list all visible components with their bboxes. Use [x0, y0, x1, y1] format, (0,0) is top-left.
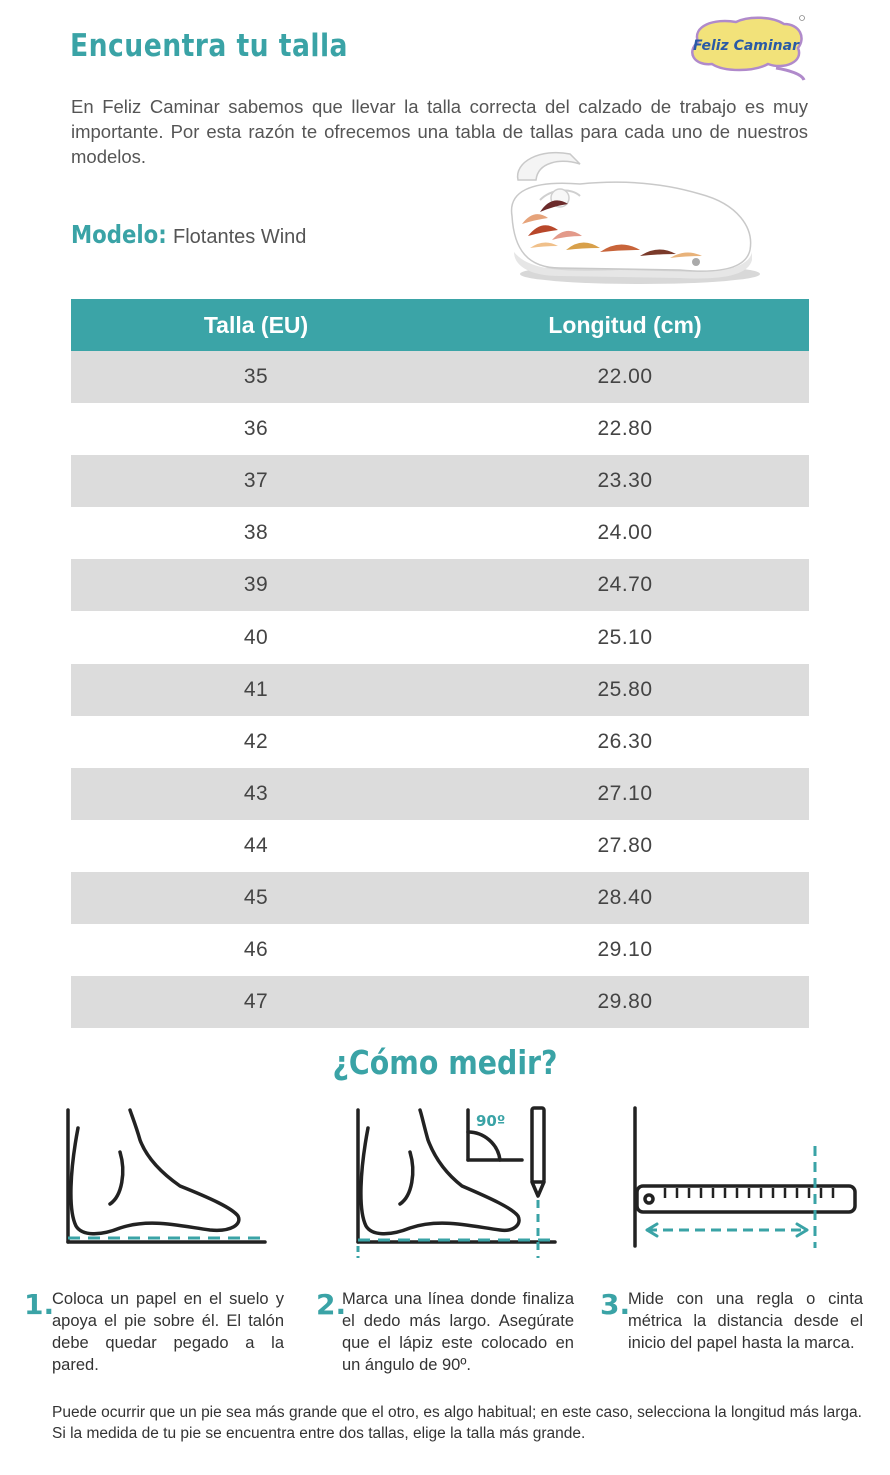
size-cell: 44 — [71, 820, 441, 872]
footnote: Puede ocurrir que un pie sea más grande que el otro, es algo habitual; en este caso, selecciona la longitud más larga. Si la medida de tu pie se encuentra entre dos tallas, elige la talla más grande. — [52, 1404, 862, 1442]
table-row — [71, 716, 809, 768]
length-cell: 29.10 — [441, 924, 809, 976]
size-cell: 45 — [71, 872, 441, 924]
step-1-number: 1. — [24, 1288, 55, 1321]
feliz-caminar-logo — [684, 12, 808, 82]
length-cell: 22.00 — [441, 351, 809, 403]
table-row — [71, 455, 809, 507]
size-cell: 42 — [71, 716, 441, 768]
length-cell: 27.10 — [441, 768, 809, 820]
clog-shoe-image — [500, 140, 760, 290]
table-row — [71, 872, 809, 924]
length-cell: 26.30 — [441, 716, 809, 768]
table-row — [71, 924, 809, 976]
step-2-number: 2. — [316, 1288, 347, 1321]
table-row — [71, 403, 809, 455]
size-cell: 46 — [71, 924, 441, 976]
table-row — [71, 976, 809, 1028]
length-cell: 23.30 — [441, 455, 809, 507]
table-row — [71, 820, 809, 872]
table-row — [71, 664, 809, 716]
table-row — [71, 351, 809, 403]
foot-with-pencil-icon — [350, 1100, 565, 1260]
page-title: Encuentra tu talla — [70, 28, 348, 64]
model-name: Flotantes Wind — [173, 226, 307, 248]
size-cell: 41 — [71, 664, 441, 716]
table-row — [71, 507, 809, 559]
foot-on-paper-icon — [60, 1100, 275, 1260]
length-cell: 25.10 — [441, 611, 809, 663]
table-header-row — [71, 299, 809, 351]
size-cell: 39 — [71, 559, 441, 611]
size-table — [71, 299, 809, 1028]
table-row — [71, 611, 809, 663]
size-cell: 36 — [71, 403, 441, 455]
step-2-text: Marca una línea donde finaliza el dedo más largo. Asegúrate que el lápiz este colocado en un ángulo de 90º. — [342, 1290, 574, 1374]
length-cell: 24.70 — [441, 559, 809, 611]
length-cell: 25.80 — [441, 664, 809, 716]
size-cell: 38 — [71, 507, 441, 559]
size-cell: 40 — [71, 611, 441, 663]
how-to-measure-title: ¿Cómo medir? — [332, 1043, 558, 1082]
size-cell: 37 — [71, 455, 441, 507]
model-label: Modelo: — [71, 220, 167, 249]
intro-paragraph: En Feliz Caminar sabemos que llevar la talla correcta del calzado de trabajo es muy importante. Por esta razón te ofrecemos una tabla de tallas para cada uno de nuestros modelos. — [71, 96, 808, 167]
table-row — [71, 768, 809, 820]
table-row — [71, 559, 809, 611]
column-header-length: Longitud (cm) — [441, 299, 809, 351]
size-cell: 47 — [71, 976, 441, 1028]
ruler-measure-icon — [625, 1100, 865, 1260]
size-cell: 35 — [71, 351, 441, 403]
length-cell: 22.80 — [441, 403, 809, 455]
size-cell: 43 — [71, 768, 441, 820]
length-cell: 27.80 — [441, 820, 809, 872]
svg-text:90º: 90º — [476, 1112, 506, 1130]
column-header-size: Talla (EU) — [71, 299, 441, 351]
step-3-number: 3. — [600, 1288, 631, 1321]
svg-text:Feliz Caminar: Feliz Caminar — [692, 38, 800, 54]
step-3-text: Mide con una regla o cinta métrica la distancia desde el inicio del papel hasta la marca. — [628, 1290, 863, 1352]
step-1-text: Coloca un papel en el suelo y apoya el pie sobre él. El talón debe quedar pegado a la pared. — [52, 1290, 284, 1374]
length-cell: 29.80 — [441, 976, 809, 1028]
length-cell: 28.40 — [441, 872, 809, 924]
length-cell: 24.00 — [441, 507, 809, 559]
